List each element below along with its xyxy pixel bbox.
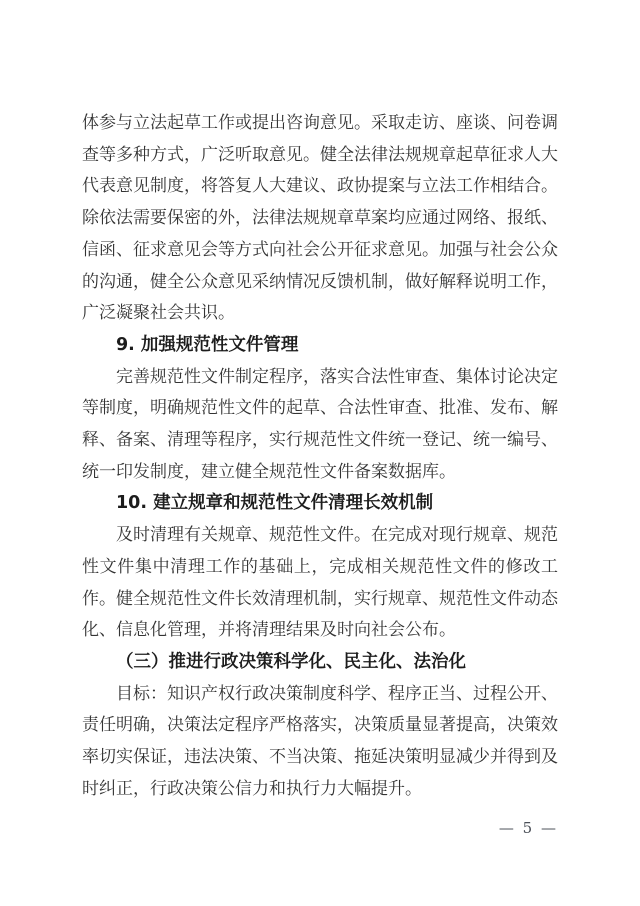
heading-10: 10. 建立规章和规范性文件清理长效机制	[116, 493, 434, 514]
text-body	[82, 108, 558, 805]
body-line: 释、备案、清理等程序，实行规范性文件统一登记、统一编号、	[82, 430, 558, 451]
body-line: 广泛凝聚社会共识。	[82, 303, 235, 324]
body-line: 时纠正，行政决策公信力和执行力大幅提升。	[82, 778, 422, 799]
body-line: 责任明确，决策法定程序严格落实，决策质量显著提高，决策效	[82, 715, 558, 736]
body-line: 查等多种方式，广泛听取意见。健全法律法规规章起草征求人大	[82, 144, 558, 165]
body-line: 代表意见制度，将答复人大建议、政协提案与立法工作相结合。	[82, 176, 558, 197]
body-line: 目标：知识产权行政决策制度科学、程序正当、过程公开、	[116, 683, 558, 704]
body-line: 除依法需要保密的外，法律法规规章草案均应通过网络、报纸、	[82, 208, 558, 229]
body-line: 性文件集中清理工作的基础上，完成相关规范性文件的修改工	[82, 556, 558, 577]
body-line: 的沟通，健全公众意见采纳情况反馈机制，做好解释说明工作，	[82, 271, 558, 292]
body-line: 体参与立法起草工作或提出咨询意见。采取走访、座谈、问卷调	[82, 113, 558, 133]
body-line: 等制度，明确规范性文件的起草、合法性审查、批准、发布、解	[82, 398, 558, 419]
body-line: 及时清理有关规章、规范性文件。在完成对现行规章、规范	[116, 525, 558, 546]
heading-9: 9. 加强规范性文件管理	[116, 334, 299, 355]
body-line: 作。健全规范性文件长效清理机制，实行规章、规范性文件动态	[82, 588, 558, 609]
body-line: 信函、征求意见会等方式向社会公开征求意见。加强与社会公众	[82, 239, 558, 260]
body-line: 率切实保证，违法决策、不当决策、拖延决策明显减少并得到及	[82, 747, 558, 768]
heading-section-3: （三）推进行政决策科学化、民主化、法治化	[116, 651, 466, 672]
page-number: — 5 —	[498, 819, 558, 837]
body-line: 完善规范性文件制定程序，落实合法性审查、集体讨论决定	[116, 366, 558, 387]
body-line: 化、信息化管理，并将清理结果及时向社会公布。	[82, 620, 456, 641]
body-line: 统一印发制度，建立健全规范性文件备案数据库。	[82, 461, 456, 482]
